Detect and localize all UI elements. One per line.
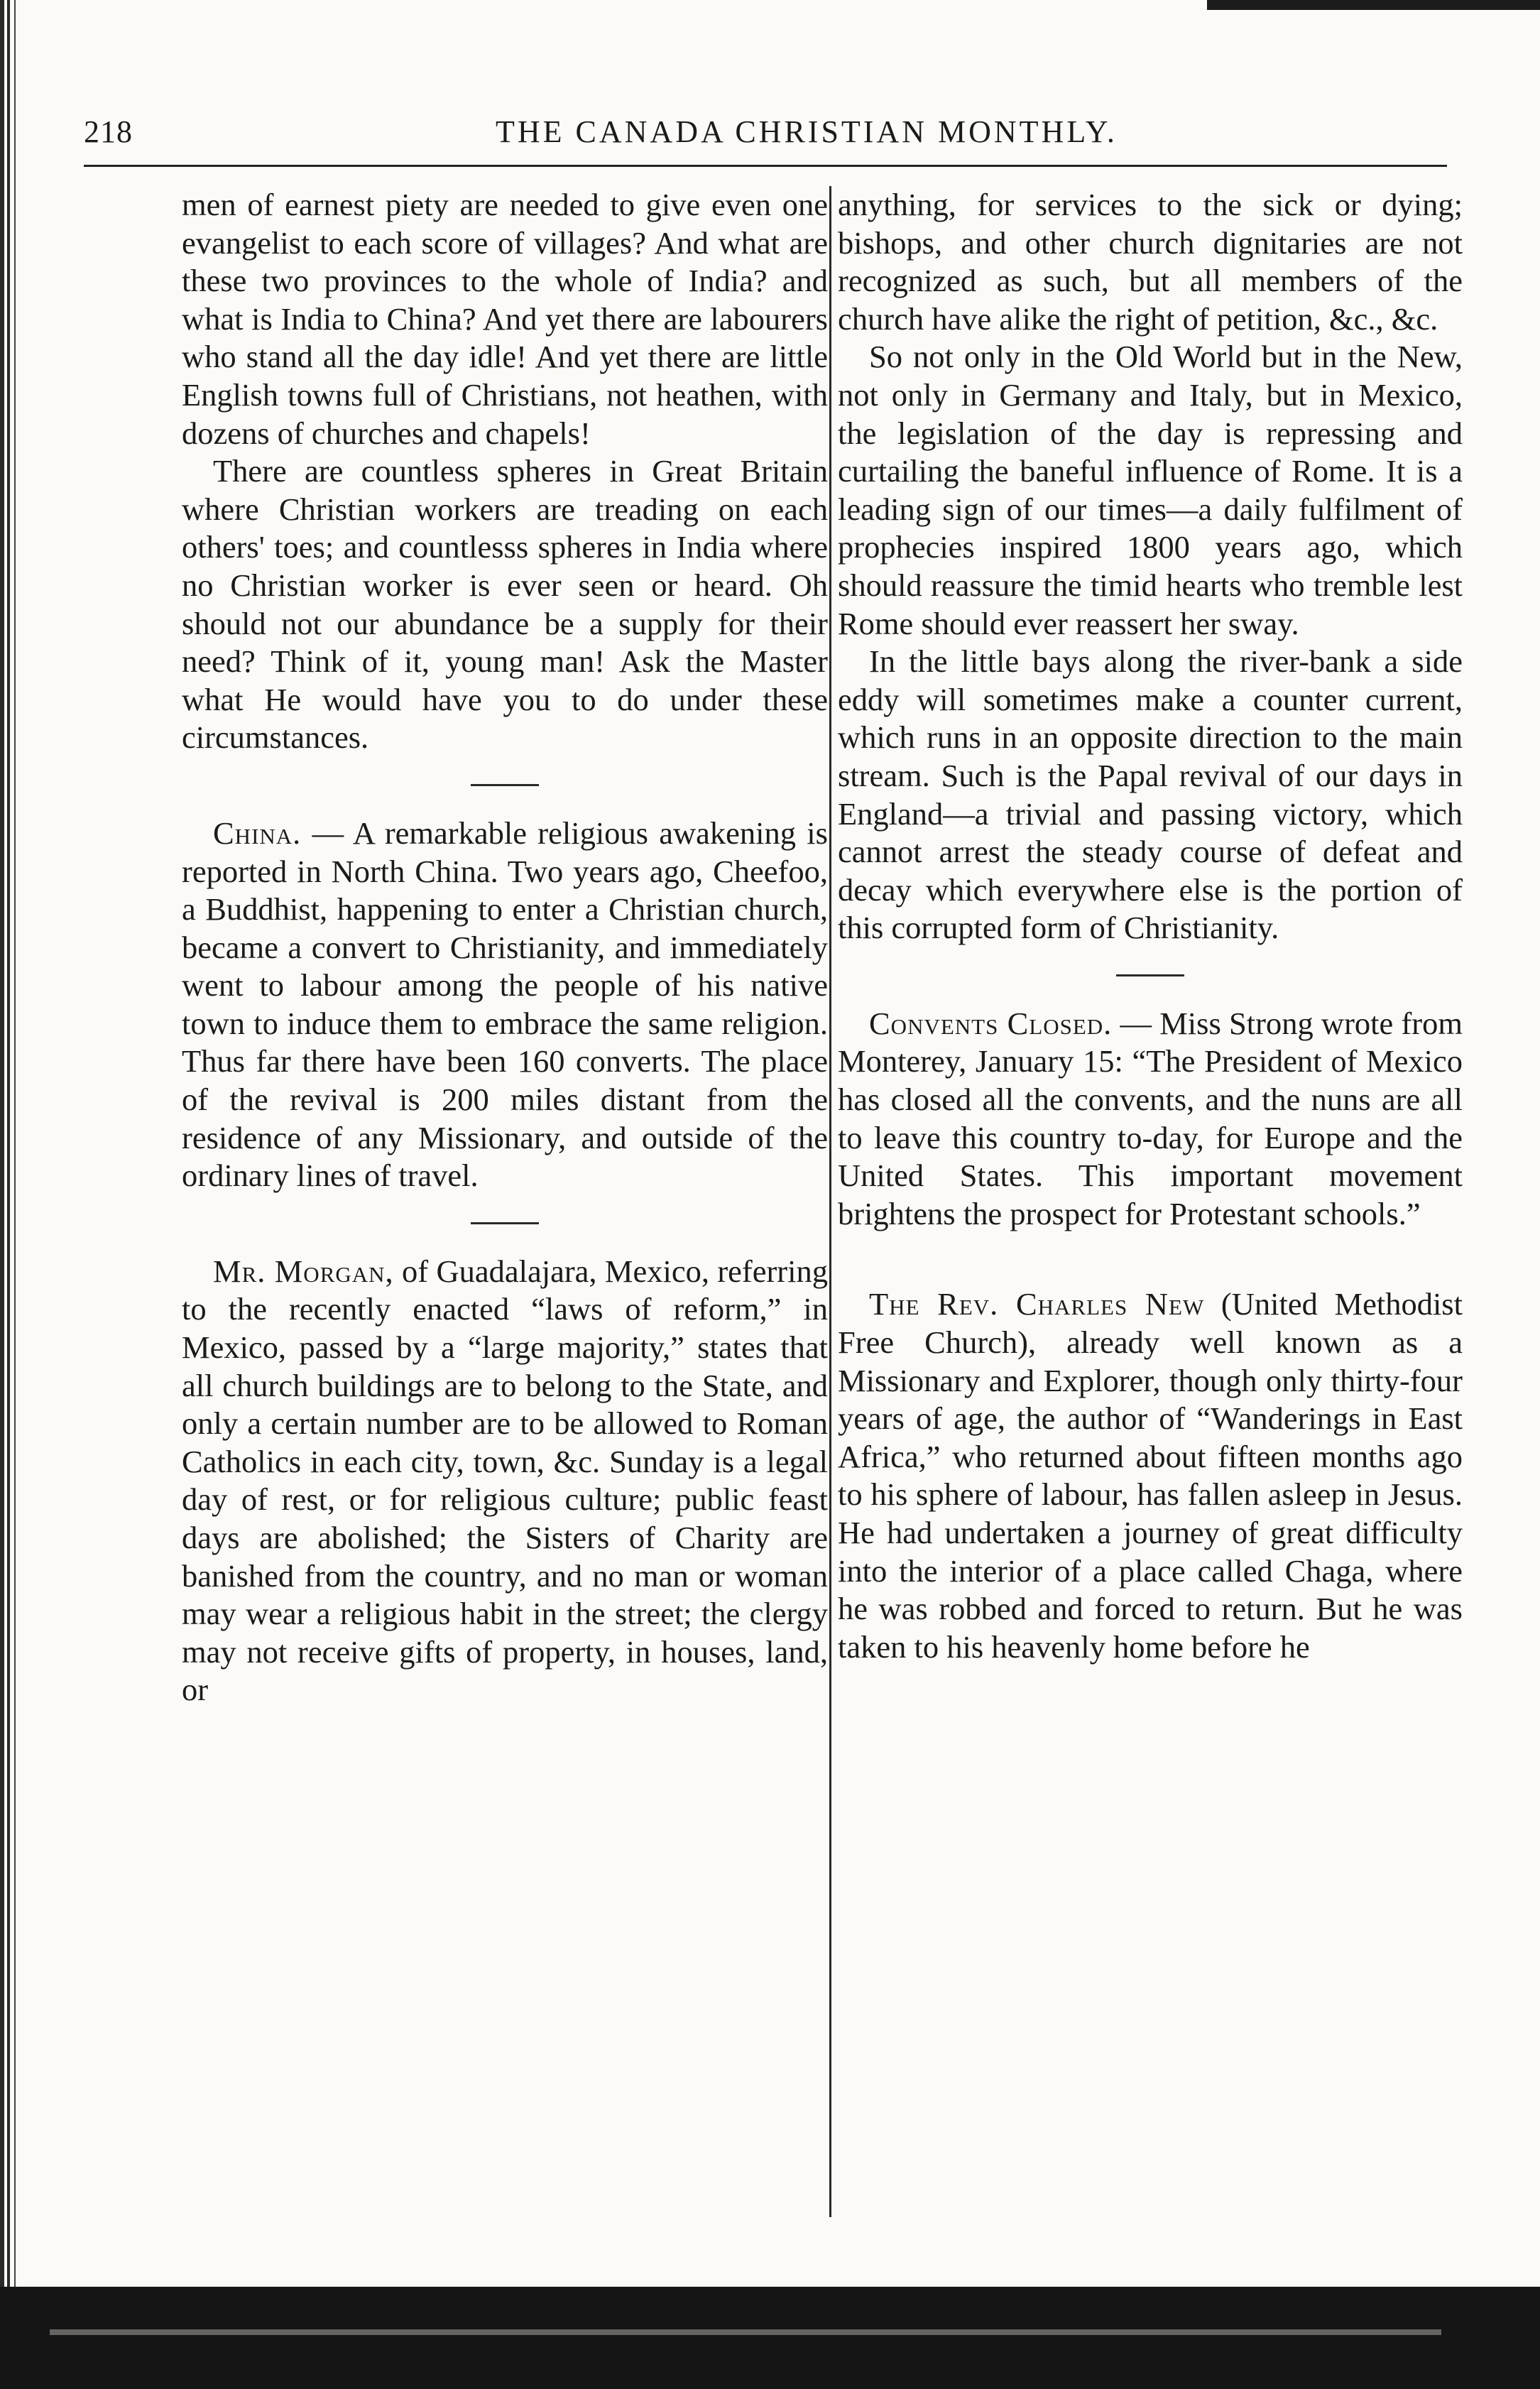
left-column (182, 186, 828, 1709)
paragraph-morgan (182, 1253, 828, 1709)
section-gap (838, 1233, 1463, 1285)
morgan-heading: Mr. Morgan, (213, 1253, 394, 1289)
running-title: THE CANADA CHRISTIAN MONTHLY. (496, 114, 1118, 149)
paragraph-old-world: So not only in the Old World but in the New, not only in Germany and Italy, but in Mexico, the legislation of the day is repressing and curtailing the baneful influence of Rome. It is a leading sign of our times—a daily fulfilment of prophecies inspired 1800 years ago, which should reassure the timid hearts who tremble lest Rome should ever reassert her sway. (838, 339, 1463, 641)
page-binding-edge (0, 0, 21, 2389)
paragraph-river-bank: In the little bays along the river-bank a side eddy will sometimes make a counter current, which runs in an opposite direction to the main stream. Such is the Papal revival of our days in England—a trivial and passing victory, which cannot arrest the steady course of defeat and decay which everywhere else is the portion of this corrupted form of Christianity. (838, 643, 1463, 946)
china-heading: China. (213, 815, 302, 851)
paragraph-spheres: There are countless spheres in Great Britain where Christian workers are treading on each others' toes; and countlesss spheres in India where no Christian worker is ever seen or heard. Oh should not our abundance be a supply for their need? Think of it, young man! Ask the Master what He would have you to do under these circumstances. (182, 453, 828, 756)
china-body: — A remarkable religious awakening is reported in North China. Two years ago, Cheefoo, a Buddhist, happening to enter a Christian church, became a convert to Christianity, and immediately went to labour among the people of his native town to induce them to embrace the same religion. Thus far there have been 160 converts. The place of the revival is 200 miles distant from the residence of any Missionary, and outside of the ordinary lines of travel. (182, 815, 828, 1194)
convents-body: — Miss Strong wrote from Monterey, January 15: “The President of Mexico has closed all the convents, and the nuns are all to leave this country to-day, for Europe and the United States. This important movement brightens the prospect for Protestant schools.” (838, 1005, 1463, 1231)
scan-bottom-band (0, 2287, 1540, 2389)
section-separator (471, 1222, 539, 1224)
right-column (838, 186, 1463, 1666)
column-divider (829, 186, 831, 2217)
morgan-body: of Guadalajara, Mexico, referring to the recently enacted “laws of reform,” in Mexico, passed by a “large majority,” states that all church buildings are to belong to the State, and only a certain number are to be allowed to Roman Catholics in each city, town, &c. Sunday is a legal day of rest, or for religious culture; public feast days are abolished; the Sisters of Charity are banished from the country, and no man or woman may wear a religious habit in the street; the clergy may not receive gifts of property, in houses, land, or (182, 1253, 828, 1708)
paragraph-piety: men of earnest piety are needed to give even one evangelist to each score of villages? And what are these two provinces to the whole of India? and what is India to China? And yet there are labourers who stand all the day idle! And yet there are little English towns full of Christians, not heathen, with dozens of churches and chapels! (182, 187, 828, 451)
top-edge-rule (1207, 0, 1540, 10)
charles-new-heading: The Rev. Charles New (869, 1286, 1205, 1322)
paragraph-china (182, 815, 828, 1195)
page-header (84, 114, 1447, 170)
convents-heading: Convents Closed. (869, 1005, 1113, 1041)
header-rule (84, 165, 1447, 167)
paragraph-anything: anything, for services to the sick or dying; bishops, and other church dignitaries are not recognized as such, but all members of the church have alike the right of petition, &c., &c. (838, 187, 1463, 337)
scan-strip (50, 2329, 1441, 2335)
section-separator (471, 784, 539, 786)
page-number: 218 (84, 114, 133, 149)
charles-new-body: (United Methodist Free Church), already well known as a Missionary and Explorer, though only thirty-four years of age, the author of “Wanderings in East Africa,” who returned about fifteen months ago to his sphere of labour, has fallen asleep in Jesus. He had undertaken a journey of great difficulty into the interior of a place called Chaga, where he was robbed and forced to return. But he was taken to his heavenly home before he (838, 1286, 1463, 1665)
paragraph-convents (838, 1005, 1463, 1234)
section-separator (1116, 974, 1184, 976)
paragraph-charles-new (838, 1285, 1463, 1666)
